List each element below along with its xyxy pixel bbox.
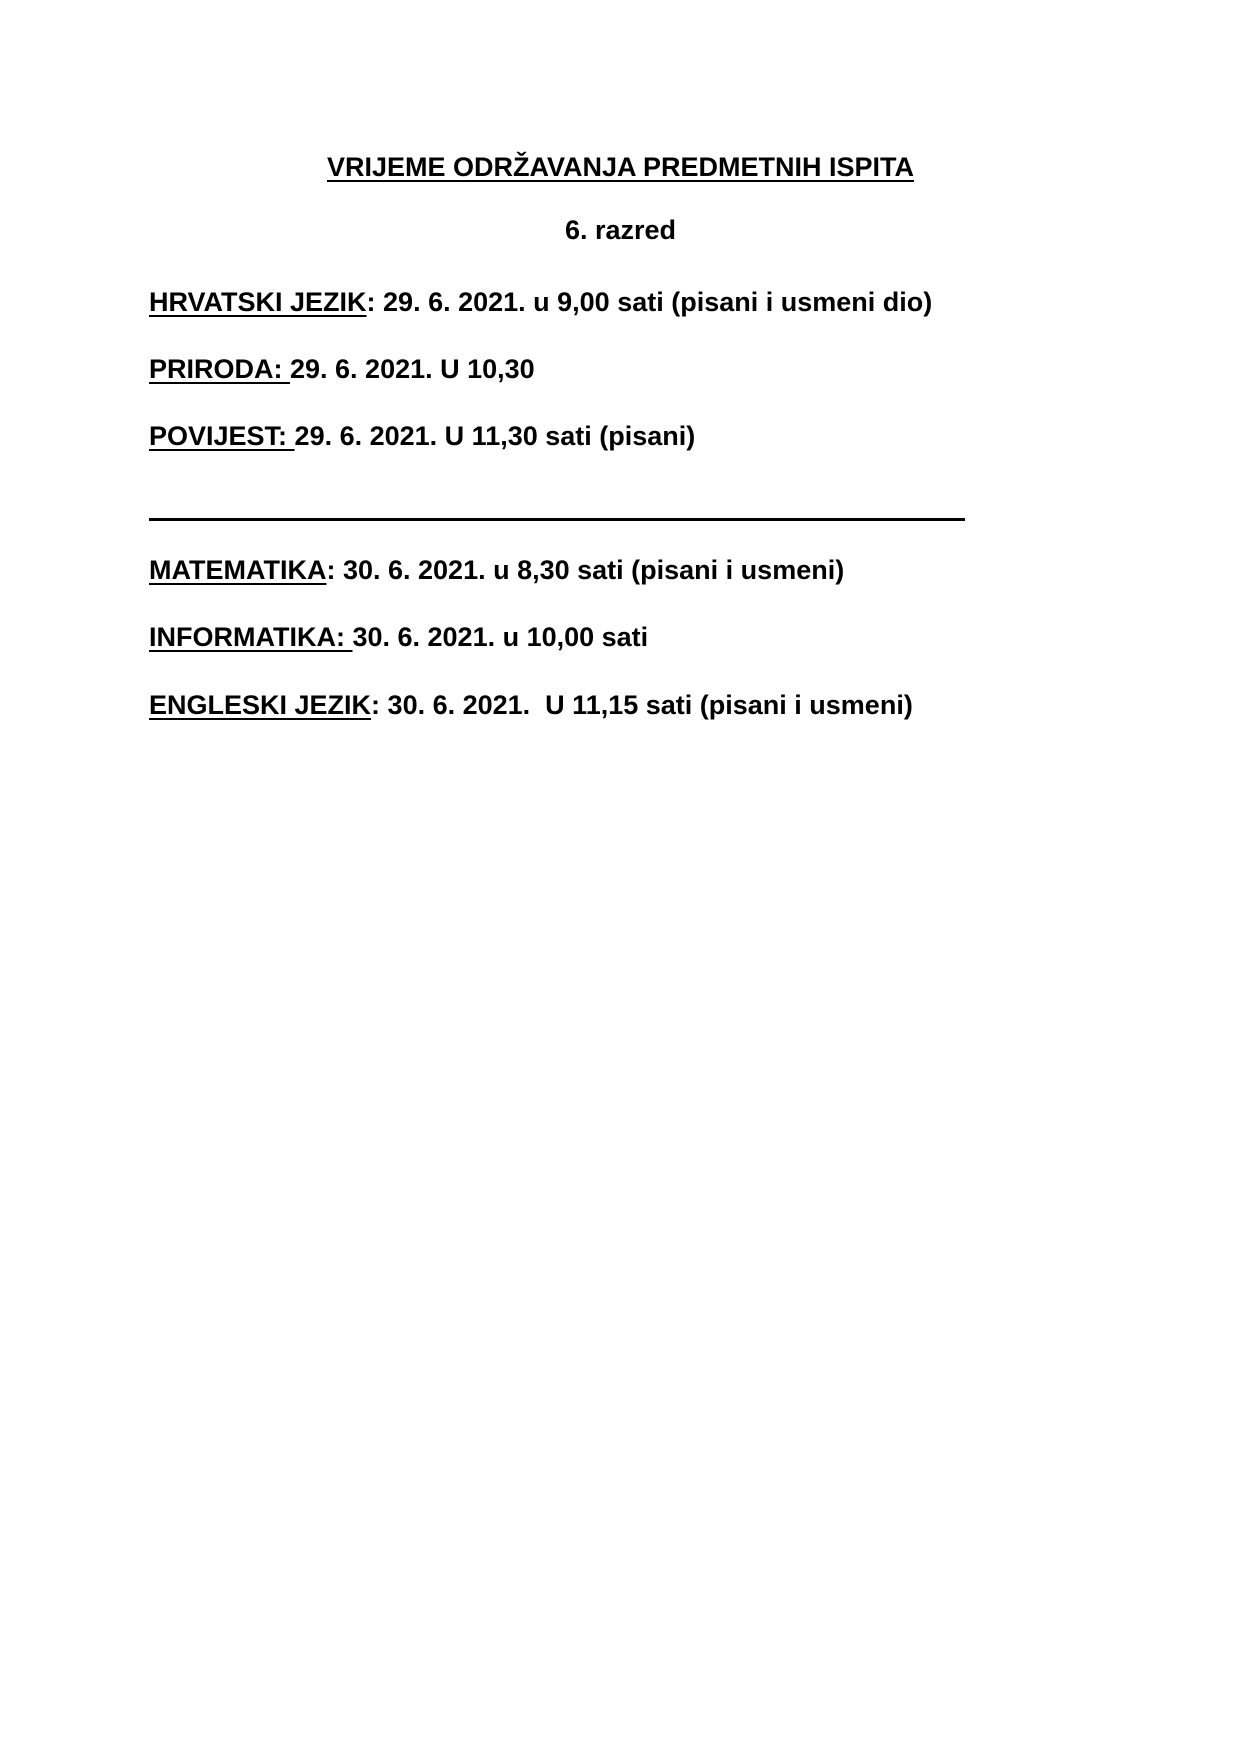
exam-subject: POVIJEST: [149, 421, 295, 451]
exam-details: 30. 6. 2021. u 8,30 sati (pisani i usmeni) [335, 555, 845, 585]
document-title-text: VRIJEME ODRŽAVANJA PREDMETNIH ISPITA [326, 152, 915, 182]
exam-line-matematika [149, 553, 844, 587]
day-separator-line [149, 518, 965, 521]
exam-line-priroda [149, 352, 535, 386]
exam-subject: INFORMATIKA: [149, 622, 353, 652]
exam-separator: : [366, 287, 376, 317]
document-title [0, 150, 1241, 184]
exam-details: 29. 6. 2021. U 11,30 sati (pisani) [294, 421, 696, 451]
exam-separator: : [326, 555, 336, 585]
exam-details: 30. 6. 2021. U 11,15 sati (pisani i usmeni) [380, 690, 913, 720]
exam-line-engleski [149, 688, 913, 722]
exam-details: 29. 6. 2021. U 10,30 [290, 354, 535, 384]
grade-label: 6. razred [564, 215, 677, 245]
exam-details: 29. 6. 2021. u 9,00 sati (pisani i usmeni dio) [375, 287, 933, 317]
exam-line-informatika [149, 620, 648, 654]
exam-line-hrvatski [149, 285, 932, 319]
exam-details: 30. 6. 2021. u 10,00 sati [352, 622, 649, 652]
exam-subject: PRIRODA: [149, 354, 290, 384]
exam-separator: : [371, 690, 381, 720]
exam-subject: MATEMATIKA [149, 555, 327, 585]
exam-subject: HRVATSKI JEZIK [149, 287, 367, 317]
exam-line-povijest [149, 419, 695, 453]
exam-subject: ENGLESKI JEZIK [149, 690, 372, 720]
